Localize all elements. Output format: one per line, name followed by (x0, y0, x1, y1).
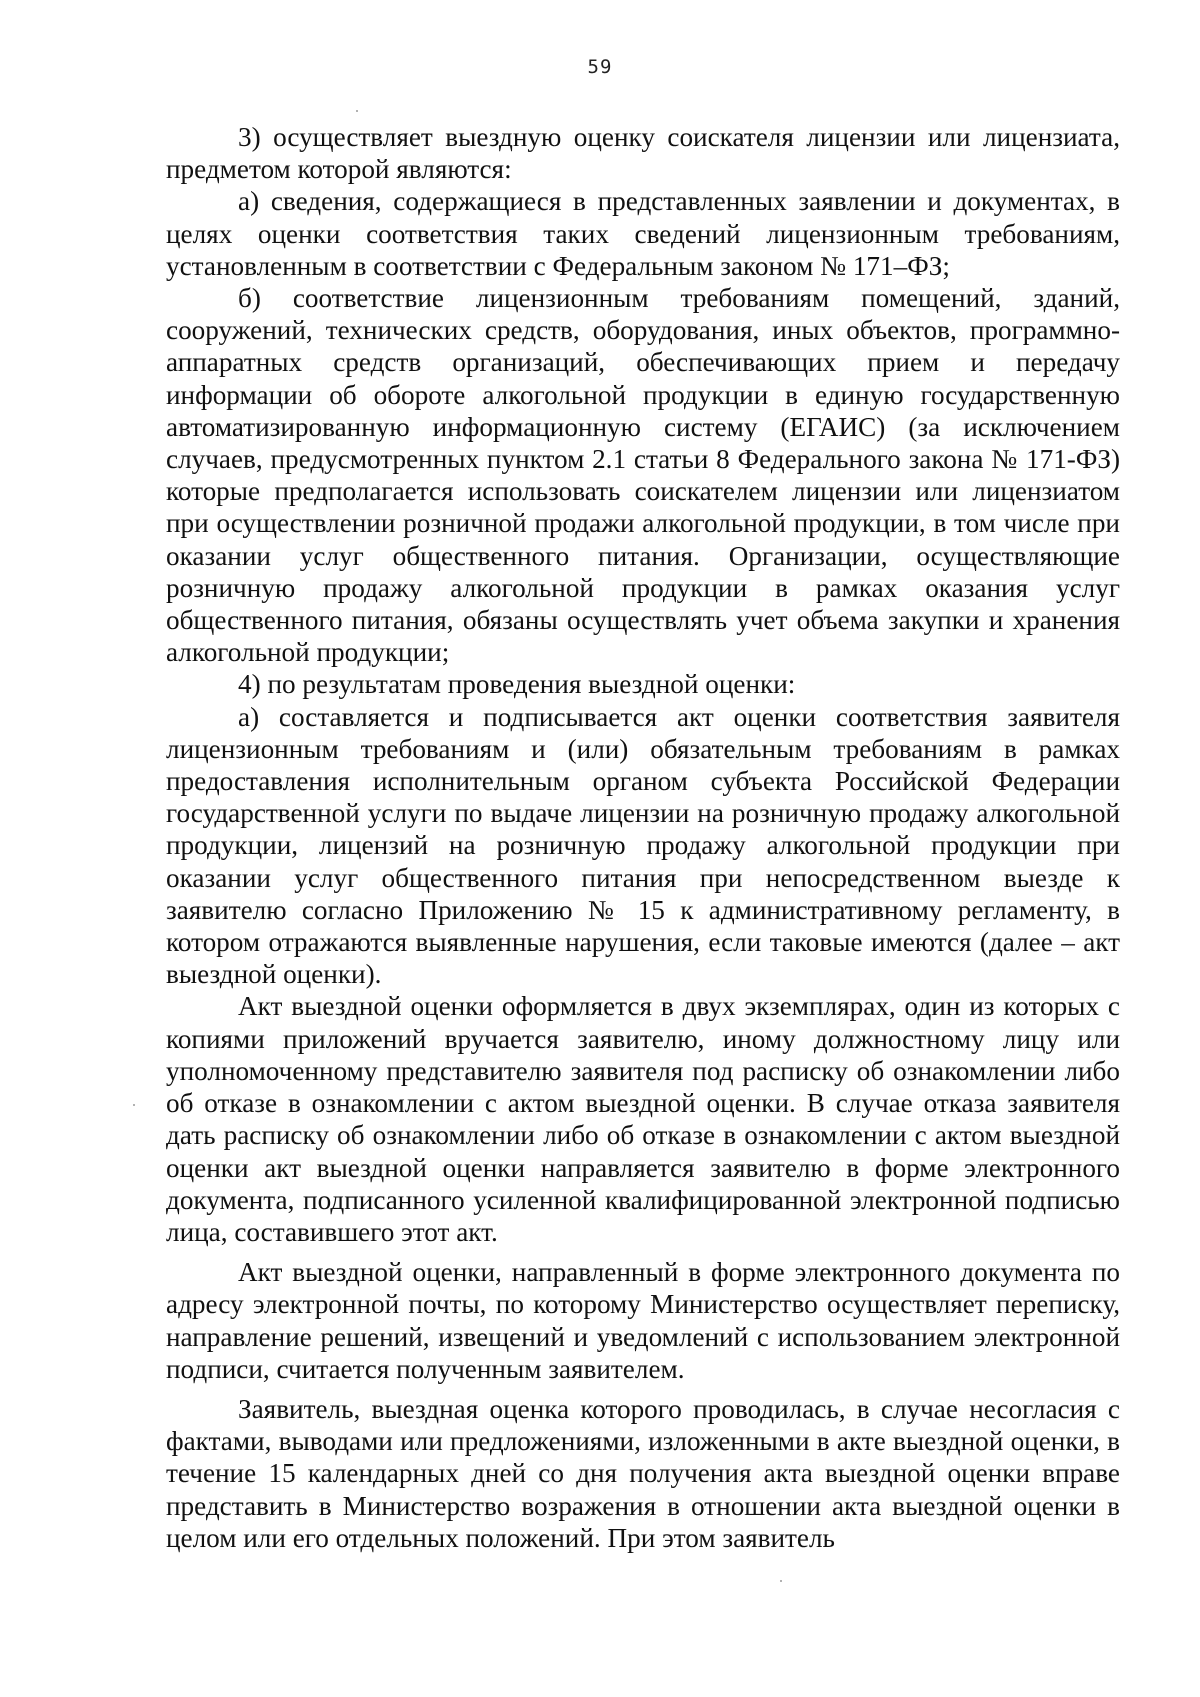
scan-speck (780, 1580, 782, 1582)
scan-speck (356, 110, 358, 112)
page-number: 59 (587, 56, 613, 78)
paragraph-act-copies: Акт выездной оценки оформляется в двух экземплярах, один из которых с копиями приложений вручается заявителю, иному должностному лицу или уполномоченному представителю заявителя под расписку об ознакомлении либо об отказе в ознакомлении с актом выездной оценки. В случае отказа заявителя дать расписку об ознакомлении либо об отказе в ознакомлении с актом выездной оценки акт выездной оценки направляется заявителю в форме электронного документа, подписанного усиленной квалифицированной электронной подписью лица, составившего этот акт. (166, 991, 1120, 1247)
paragraph-4-results: 4) по результатам проведения выездной оценки: (238, 669, 796, 700)
document-body (166, 121, 1120, 1554)
paragraph-4a-assessment-act: а) составляется и подписывается акт оценки соответствия заявителя лицензионным требованиям и (или) обязательным требованиям в рамках предоставления исполнительным органом субъекта Российской Федерации государственной услуги по выдаче лицензии на розничную продажу алкогольной продукции, лицензий на розничную продажу алкогольной продукции при оказании услуг общественного питания при непосредственном выезде к заявителю согласно Приложению № 15 к административному регламенту, в котором отражаются выявленные нарушения, если таковые имеются (далее – акт выездной оценки). (166, 701, 1120, 990)
paragraph-3a-information: а) сведения, содержащиеся в представленных заявлении и документах, в целях оценки соответствия таких сведений лицензионным требованиям, установленным в соответствии с Федеральным законом № 171–ФЗ; (166, 186, 1120, 281)
scan-speck (133, 1104, 135, 1106)
paragraph-3b-compliance: б) соответствие лицензионным требованиям помещений, зданий, сооружений, технических средств, оборудования, иных объектов, программно-аппаратных средств организаций, обеспечивающих прием и передачу информации об обороте алкогольной продукции в единую государственную автоматизированную информационную систему (ЕГАИС) (за исключением случаев, предусмотренных пунктом 2.1 статьи 8 Федерального закона № 171-ФЗ) которые предполагается использовать соискателем лицензии или лицензиатом при осуществлении розничной продажи алкогольной продукции, в том числе при оказании услуг общественного питания. Организации, осуществляющие розничную продажу алкогольной продукции в рамках оказания услуг общественного питания, обязаны осуществлять учет объема закупки и хранения алкогольной продукции; (166, 283, 1120, 668)
paragraph-3-outside-assessment: 3) осуществляет выездную оценку соискателя лицензии или лицензиата, предметом которой являются: (166, 122, 1120, 185)
paragraph-electronic-act: Акт выездной оценки, направленный в форме электронного документа по адресу электронной почты, по которому Министерство осуществляет переписку, направление решений, извещений и уведомлений с использованием электронной подписи, считается полученным заявителем. (166, 1257, 1120, 1384)
paragraph-objections: Заявитель, выездная оценка которого проводилась, в случае несогласия с фактами, выводами или предложениями, изложенными в акте выездной оценки, в течение 15 календарных дней со дня получения акта выездной оценки вправе представить в Министерство возражения в отношении акта выездной оценки в целом или его отдельных положений. При этом заявитель (166, 1393, 1120, 1553)
